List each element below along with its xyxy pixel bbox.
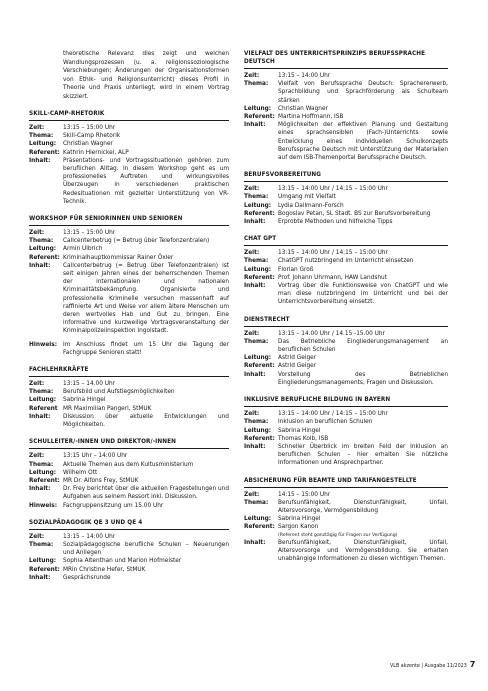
detail-label: Zeit:: [244, 186, 260, 193]
detail-row: [244, 523, 448, 531]
section-title: VIELFALT DES UNTERRICHTSPRINZIPS BERUFSSPRACHE DEUTSCH: [244, 50, 448, 69]
detail-label: Zeit:: [244, 250, 260, 257]
right-sections: [244, 50, 448, 563]
detail-label: Inhalt:: [244, 539, 266, 546]
detail-label: Referent:: [244, 435, 275, 442]
detail-row: [244, 72, 448, 80]
detail-value: Sargon Kanon: [278, 524, 319, 531]
detail-label: Inhalt:: [29, 486, 51, 493]
detail-row: [244, 274, 448, 282]
detail-value: Sozialpädagogische berufliche Schulen – Neuerungen und Anliegen: [63, 541, 229, 557]
detail-value: Callcenterbetrug (= Betrug über Telefonzentralen) ist seit einigen Jahren eines der beherrschenden Themen der internationalen und nationalen Kriminalitätsbekämpfung. Organisierte und professionelle Kriminelle versuchen massenhaft auf raffinierte Art und Weise vor allem ältere Menschen um deren wertvolles Hab und Gut zu bringen. Eine informative und kurzweilige Vortragsveranstaltung der Kriminalpolizeiinspektion Ingolstadt.: [63, 262, 229, 335]
detail-value: ChatGPT nutzbringend im Unterricht einsetzen: [278, 258, 414, 265]
detail-row: [244, 362, 448, 370]
detail-row: [29, 262, 229, 336]
detail-label: Thema:: [244, 258, 269, 265]
detail-row: [244, 202, 448, 210]
detail-row: [244, 249, 448, 257]
detail-value: 13:15 – 14:00 Uhr / 14:15 – 15:00 Uhr: [278, 411, 388, 418]
detail-row: [29, 574, 229, 582]
program-section: [244, 171, 448, 226]
detail-value: 13:15 – 14.00 Uhr: [63, 381, 116, 388]
detail-label: Thema:: [29, 133, 54, 140]
detail-value: Christian Wagner: [63, 141, 113, 148]
detail-row: [29, 557, 229, 565]
detail-label: Zeit:: [29, 230, 45, 237]
detail-row: [244, 282, 448, 307]
detail-label: Referent:: [244, 524, 275, 531]
section-title: INKLUSIVE BERUFLICHE BILDUNG IN BAYERN: [244, 396, 448, 407]
detail-label: Zeit:: [244, 330, 260, 337]
detail-value: Florian Groß: [278, 266, 314, 273]
detail-label: Thema:: [29, 389, 54, 396]
detail-row: [29, 541, 229, 557]
detail-value: Fachgruppensitzung um 15.00 Uhr: [63, 502, 164, 509]
detail-value: Kriminalhauptkommissar Rainer Öxler: [63, 254, 174, 261]
detail-value: Sabrina Hingel: [63, 397, 106, 404]
detail-value: Sabrina Hingel: [278, 516, 321, 523]
detail-value: MR Maximilian Pangerl, StMUK: [63, 405, 152, 412]
left-column: [29, 50, 229, 591]
detail-label: Thema:: [244, 81, 269, 88]
program-section: [244, 477, 448, 564]
detail-label: Leitung:: [29, 141, 57, 148]
detail-value: Diskussion über aktuelle Entwicklungen und Möglichkeiten.: [63, 413, 229, 429]
detail-row: [29, 237, 229, 245]
detail-value: Inklusion an beruflichen Schulen: [278, 419, 373, 426]
detail-row: [29, 566, 229, 574]
detail-label: Leitung:: [244, 266, 272, 273]
section-title: DIENSTRECHT: [244, 316, 448, 327]
detail-value: Aktuelle Themen aus dem Kultusministerium: [63, 461, 194, 468]
detail-value: 13:15 – 14:00 Uhr: [278, 73, 331, 79]
detail-label: Hinweis:: [29, 341, 58, 348]
detail-value: Callcenterbetrug (= Betrug über Telefonzentralen): [63, 238, 210, 245]
detail-value: 13:15 – 14:00 Uhr / 14:15 – 15:00 Uhr: [278, 250, 388, 257]
detail-label: Leitung:: [29, 469, 57, 476]
left-sections: [29, 110, 229, 582]
detail-value: Berufsunfähigkeit, Dienstunfähigkeit, Unfall, Altersvorsorge, Vermögensbildung: [278, 499, 448, 514]
right-column: [244, 50, 448, 572]
detail-row: [29, 254, 229, 262]
detail-value: Kathrin Hiernickel, ALP: [63, 149, 129, 156]
detail-value: 13:15 – 14:00 Uhr / 14:15 – 15:00 Uhr: [278, 186, 388, 193]
detail-label: Referent:: [244, 363, 275, 370]
section-title: BERUFSVORBEREITUNG: [244, 171, 448, 182]
detail-row: [244, 105, 448, 113]
detail-label: Leitung:: [244, 202, 272, 209]
detail-label: Thema:: [29, 461, 54, 468]
detail-label: Zeit:: [29, 453, 45, 460]
detail-row: [29, 388, 229, 396]
detail-value: Martina Hoffmann, ISB: [278, 114, 344, 121]
detail-value: Erprobte Methoden und hilfreiche Tipps: [278, 219, 393, 226]
detail-row: [244, 418, 448, 426]
detail-row: [29, 477, 229, 485]
section-title: CHAT GPT: [244, 235, 448, 246]
detail-row: [244, 257, 448, 265]
detail-label: Referent:: [29, 477, 60, 484]
detail-value: 13:15 – 15:00 Uhr: [63, 230, 116, 237]
detail-row: [244, 330, 448, 338]
detail-row: [29, 469, 229, 477]
detail-label: Referent:: [29, 566, 60, 573]
program-section: [29, 366, 229, 429]
detail-value: Bogoslav Petan, SL Stadt. BS zur Berufsvorbereitung: [278, 210, 431, 217]
detail-value: Möglichkeiten der effektiven Planung und Gestaltung eines sprachsensiblen (Fach-)Unterrichts sowie Entwicklung eines individuellen Schulkonzepts Berufssprache Deutsch mit Unterstützung der Materialien auf dem ISB-Themenportal Berufssprache Deutsch.: [278, 122, 448, 162]
detail-row: [29, 413, 229, 429]
program-section: [29, 438, 229, 509]
detail-label: Thema:: [244, 419, 269, 426]
detail-row: [29, 533, 229, 541]
detail-value: 13:15 – 14.00 Uhr / 14.15 -15.00 Uhr: [278, 330, 385, 337]
detail-value: Berufsbild und Aufstiegsmöglichkeiten: [63, 389, 175, 396]
detail-label: Referent:: [244, 274, 275, 281]
detail-label: Thema:: [244, 194, 269, 201]
detail-label: Zeit:: [244, 411, 260, 418]
section-title: SKILL-CAMP-RHETORIK: [29, 110, 229, 121]
program-section: [29, 110, 229, 206]
detail-label: Referent:: [29, 254, 60, 261]
detail-value: MR Dr. Alfons Frey, StMUK: [63, 477, 139, 484]
detail-value: Astrid Geiger: [278, 363, 317, 370]
detail-value: Armin Ulbrich: [63, 246, 103, 253]
detail-value: 14:15 – 15:00 Uhr: [278, 491, 331, 498]
detail-label: Thema:: [29, 238, 54, 245]
detail-row: [244, 218, 448, 226]
detail-row: [29, 229, 229, 237]
detail-label: Leitung:: [244, 427, 272, 434]
detail-row: [29, 485, 229, 501]
detail-value: 13:15 – 15:00 Uhr: [63, 125, 116, 131]
detail-row: [244, 443, 448, 468]
detail-label: Inhalt:: [244, 283, 266, 290]
section-title: SCHULLEITER/-INNEN UND DIREKTOR/-INNEN: [29, 438, 229, 449]
detail-label: Zeit:: [29, 533, 45, 540]
detail-value: Skill-Camp Rhetorik: [63, 133, 121, 140]
section-title: FACHLEHRKRÄFTE: [29, 366, 229, 377]
detail-value: Sophia Altenthan und Marion Hofmeister: [63, 558, 182, 565]
detail-row: [244, 266, 448, 274]
detail-row: [244, 193, 448, 201]
detail-label: Inhalt:: [29, 157, 51, 164]
detail-value: Das Betriebliche Eingliederungsmanagement an beruflichen Schulen: [278, 338, 448, 354]
detail-row: [244, 80, 448, 105]
detail-value: Christian Wagner: [278, 105, 328, 112]
detail-row: [244, 491, 448, 499]
detail-label: Zeit:: [244, 491, 260, 498]
program-section: [29, 519, 229, 582]
detail-row: [244, 515, 448, 523]
detail-value: 13:15 – 14:00 Uhr: [63, 533, 116, 540]
detail-label: Leitung:: [244, 516, 272, 523]
detail-row: [29, 461, 229, 469]
detail-value: Schneller Überblick im breiten Feld der Inklusion an beruflichen Schulen – hier erhalten Sie nützliche Informationen und Ansprechpartner.: [278, 443, 448, 467]
detail-label: Referent:: [244, 210, 275, 217]
detail-label: Thema:: [244, 499, 269, 506]
section-title: ABSICHERUNG FÜR BEAMTE UND TARIFANGESTELLTE: [244, 477, 448, 488]
program-section: [244, 50, 448, 162]
detail-value: MRin Christine Hefer, StMUK: [63, 566, 146, 573]
detail-label: Zeit:: [29, 125, 45, 131]
detail-label: Leitung:: [244, 355, 272, 362]
detail-row: [29, 396, 229, 404]
detail-label: Referent:: [244, 114, 275, 121]
detail-value: Präsentations- und Vortragssituationen gehören zum beruflichen Alltag. In diesem Workshop geht es um professionelles Auftreten und wirkungsvolles Überzeugen in verschiedenen praktischen Redesituationen mit gezielter Unterstützung von VR-Technik.: [63, 157, 229, 205]
program-section: [244, 316, 448, 387]
detail-value: Gesprächsrunde: [63, 574, 111, 581]
detail-value: Berufsunfähigkeit, Dienstunfähigkeit, Unfall, Altersvorsorge und Vermögensbildung. Sie erhalten unabhängige Informationen zu diesen wichtigen Themen.: [278, 539, 448, 562]
detail-label: Leitung:: [29, 558, 57, 565]
detail-row: [244, 499, 448, 515]
detail-row: [244, 410, 448, 418]
detail-row: [29, 341, 229, 357]
detail-value: Thomas Kolb, ISB: [278, 435, 329, 442]
program-section: [29, 215, 229, 357]
detail-row: [244, 121, 448, 162]
detail-row: [29, 149, 229, 157]
detail-row: [244, 113, 448, 121]
detail-row: [244, 210, 448, 218]
detail-value: Sabrina Hingel: [278, 427, 321, 434]
detail-value: Dr. Frey berichtet über die aktuellen Fragestellungen und Aufgaben aus seinem Ressort inkl. Diskussion.: [63, 486, 229, 501]
detail-value: Vortrag über die Funktionsweise von ChatGPT und wie man diese nutzbringend im Unterricht und bei der Unterrichtsvorbereitung einsetzt.: [278, 283, 448, 306]
detail-row: [29, 405, 229, 413]
detail-label: Inhalt:: [244, 219, 266, 226]
detail-label: Inhalt:: [244, 122, 266, 129]
detail-row: [29, 140, 229, 148]
detail-row: [244, 338, 448, 354]
detail-value: Astrid Geiger: [278, 355, 317, 362]
detail-row: [244, 427, 448, 435]
detail-label: Inhalt:: [29, 413, 51, 420]
detail-row: [29, 452, 229, 460]
detail-label: Inhalt:: [29, 574, 51, 581]
detail-label: Leitung:: [244, 105, 272, 112]
detail-value: Umgang mit Vielfalt: [278, 194, 336, 201]
program-section: [244, 396, 448, 467]
detail-row: [244, 435, 448, 443]
detail-row: [244, 371, 448, 387]
detail-row: [244, 539, 448, 564]
detail-row: [244, 354, 448, 362]
detail-note: (Referent steht ganztägig für Fragen zur Verfügung): [278, 532, 398, 538]
detail-row: [29, 132, 229, 140]
detail-label: Thema:: [29, 541, 54, 548]
detail-label: Zeit:: [244, 73, 260, 79]
detail-label: Inhalt:: [244, 443, 266, 450]
detail-value: Wilhelm Ott: [63, 469, 98, 476]
detail-value: Lydia Dallmann-Forsch: [278, 202, 344, 209]
detail-row: [29, 157, 229, 206]
detail-label: Referent:: [29, 149, 60, 156]
detail-row: [29, 502, 229, 510]
detail-label: Referent: [29, 405, 58, 412]
detail-label: Leitung:: [29, 246, 57, 253]
detail-row: [29, 380, 229, 388]
detail-value: Vorstellung des Betrieblichen Eingliederungsmanagements, Fragen und Diskussion.: [278, 371, 448, 386]
publication-info: VLB akzente | Ausgabe 11/2023: [390, 664, 467, 669]
detail-row: [244, 185, 448, 193]
detail-value: Prof. Johann Uhrmann, HAW Landshut: [278, 274, 387, 281]
section-title: WORKSHOP FÜR SENIORINNEN UND SENIOREN: [29, 215, 229, 226]
detail-row: [29, 245, 229, 253]
detail-value: Im Anschluss findet um 15 Uhr die Tagung der Fachgruppe Senioren statt!: [63, 341, 229, 356]
detail-label: Thema:: [244, 338, 269, 345]
page-number: 7: [469, 660, 476, 669]
program-section: [244, 235, 448, 306]
detail-label: Zeit:: [29, 381, 45, 388]
page-footer: [390, 661, 475, 671]
detail-label: Hinweis:: [29, 502, 58, 509]
section-title: SOZIALPÄDAGOGIK QE 3 UND QE 4: [29, 519, 229, 530]
detail-value: 13:15 Uhr – 14:00 Uhr: [63, 453, 128, 460]
detail-label: Inhalt:: [244, 371, 266, 378]
detail-label: Inhalt:: [29, 262, 51, 269]
intro-paragraph: theoretische Relevanz dies zeigt und welchen Wandlungsprozessen (u. a. religionssoziologische Verschiebungen; Änderungen der Organisationsformen von Ethik- und Religionsunterricht) dieses Profil in Theorie und Praxis unterliegt, wird in einem Vortrag skizziert.: [63, 51, 229, 100]
detail-label: Leitung:: [29, 397, 57, 404]
detail-row: [29, 124, 229, 132]
detail-value: Vielfalt von Berufssprache Deutsch: Sprachererwerb, Sprachbildung und Sprachförderung als Schulteam stärken: [278, 81, 448, 104]
